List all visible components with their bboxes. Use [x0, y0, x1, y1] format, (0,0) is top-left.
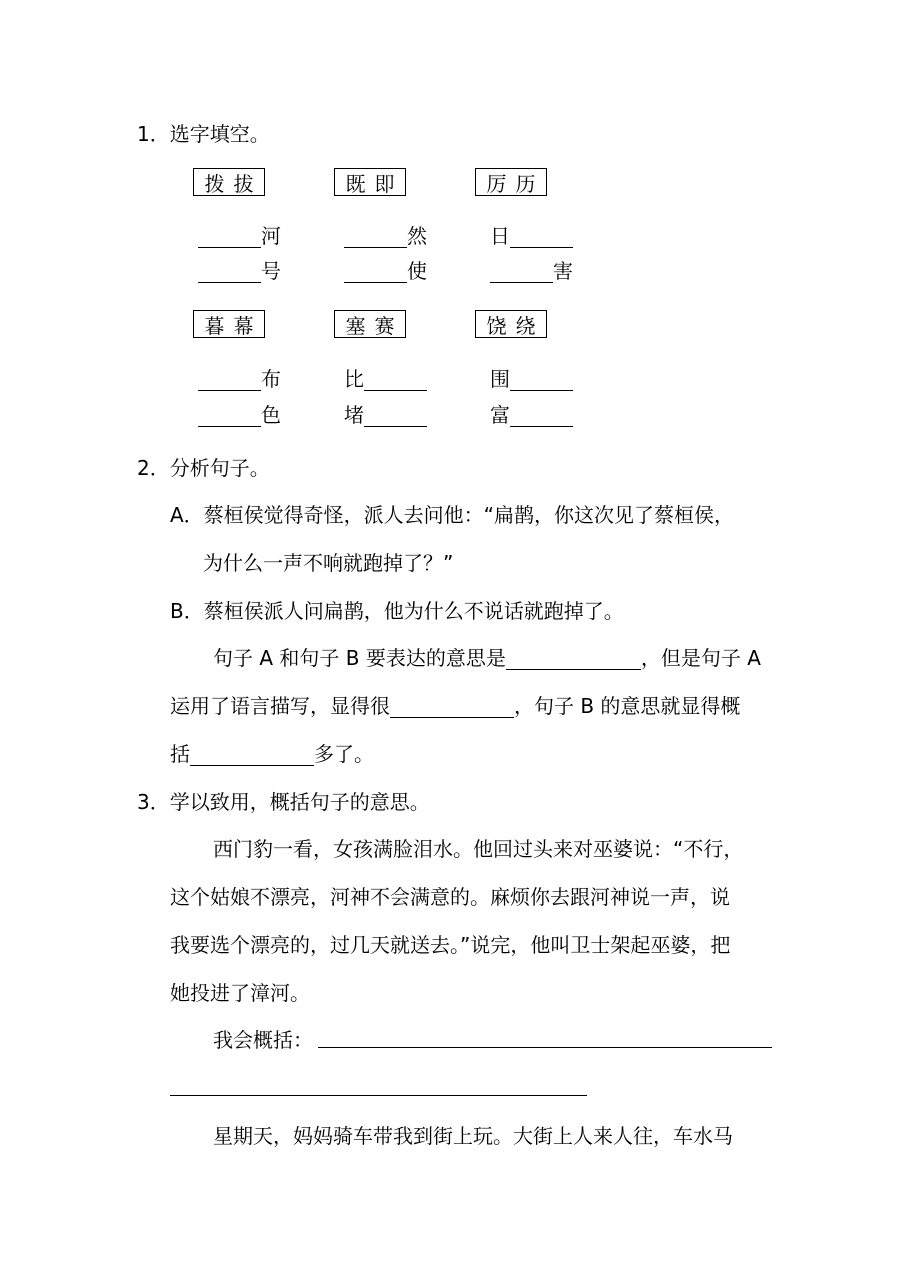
choice-char: 饶 [486, 313, 507, 338]
answer-blank[interactable] [190, 745, 314, 766]
char-choice-box [334, 168, 406, 196]
answer-blank[interactable] [510, 406, 573, 427]
fill-item: 围 [490, 367, 573, 391]
fill-item: 使 [344, 259, 427, 283]
answer-blank[interactable] [344, 227, 407, 248]
choice-char: 暮 [204, 313, 225, 338]
fill-item: 害 [490, 259, 573, 283]
fill-item: 然 [344, 224, 427, 248]
answer-blank[interactable] [198, 406, 261, 427]
choice-char: 拨 [204, 171, 225, 196]
char-choice-box [193, 168, 265, 196]
answer-blank[interactable] [198, 262, 261, 283]
summary-answer-line[interactable] [170, 1095, 587, 1096]
sentence-a-line-2: 为什么一声不响就跑掉了？” [203, 551, 454, 575]
fill-item: 比 [344, 367, 427, 391]
answer-blank[interactable] [490, 262, 553, 283]
answer-blank[interactable] [390, 697, 514, 718]
question-1-title: 1．选字填空。 [137, 122, 270, 146]
choice-char: 即 [374, 171, 395, 196]
analysis-line-3: 括 多了。 [170, 742, 374, 766]
fill-item: 日 [490, 224, 573, 248]
choice-char: 幕 [233, 313, 254, 338]
answer-blank[interactable] [198, 370, 261, 391]
fill-item: 富 [490, 403, 573, 427]
sentence-b: B．蔡桓侯派人问扁鹊，他为什么不说话就跑掉了。 [170, 599, 624, 623]
char-choice-box [193, 310, 265, 338]
choice-char: 绕 [515, 313, 536, 338]
choice-char: 塞 [345, 313, 366, 338]
char-choice-box [475, 310, 547, 338]
answer-blank[interactable] [344, 262, 407, 283]
char-choice-box [475, 168, 547, 196]
passage-line: 西门豹一看，女孩满脸泪水。他回过头来对巫婆说：“不行， [213, 837, 744, 861]
choice-char: 既 [345, 171, 366, 196]
answer-blank[interactable] [510, 227, 573, 248]
answer-blank[interactable] [510, 370, 573, 391]
passage-line: 这个姑娘不漂亮，河神不会满意的。麻烦你去跟河神说一声，说 [170, 885, 730, 909]
analysis-line-1: 句子 A 和句子 B 要表达的意思是 ，但是句子 A [213, 646, 761, 670]
char-choice-box [334, 310, 406, 338]
fill-item: 河 [198, 224, 281, 248]
fill-item: 堵 [344, 403, 427, 427]
passage-line: 我要选个漂亮的，过几天就送去。”说完，他叫卫士架起巫婆，把 [170, 933, 731, 957]
fill-item: 色 [198, 403, 281, 427]
fill-item: 号 [198, 259, 281, 283]
choice-char: 厉 [486, 171, 507, 196]
answer-blank[interactable] [198, 227, 261, 248]
choice-char: 赛 [374, 313, 395, 338]
sentence-a-line-1: A．蔡桓侯觉得奇怪，派人去问他：“扁鹊，你这次见了蔡桓侯， [170, 503, 735, 527]
question-3-title: 3．学以致用，概括句子的意思。 [137, 790, 430, 814]
answer-blank[interactable] [364, 406, 427, 427]
summary-label: 我会概括： [213, 1028, 313, 1052]
passage-line: 她投进了漳河。 [170, 981, 310, 1005]
choice-char: 历 [515, 171, 536, 196]
analysis-line-2: 运用了语言描写，显得很 ，句子 B 的意思就显得概 [170, 694, 741, 718]
choice-char: 拔 [233, 171, 254, 196]
passage-2-line: 星期天，妈妈骑车带我到街上玩。大街上人来人往，车水马 [213, 1124, 733, 1148]
answer-blank[interactable] [364, 370, 427, 391]
question-2-title: 2．分析句子。 [137, 456, 270, 480]
summary-answer-line[interactable] [318, 1047, 772, 1048]
fill-item: 布 [198, 367, 281, 391]
answer-blank[interactable] [506, 649, 641, 670]
